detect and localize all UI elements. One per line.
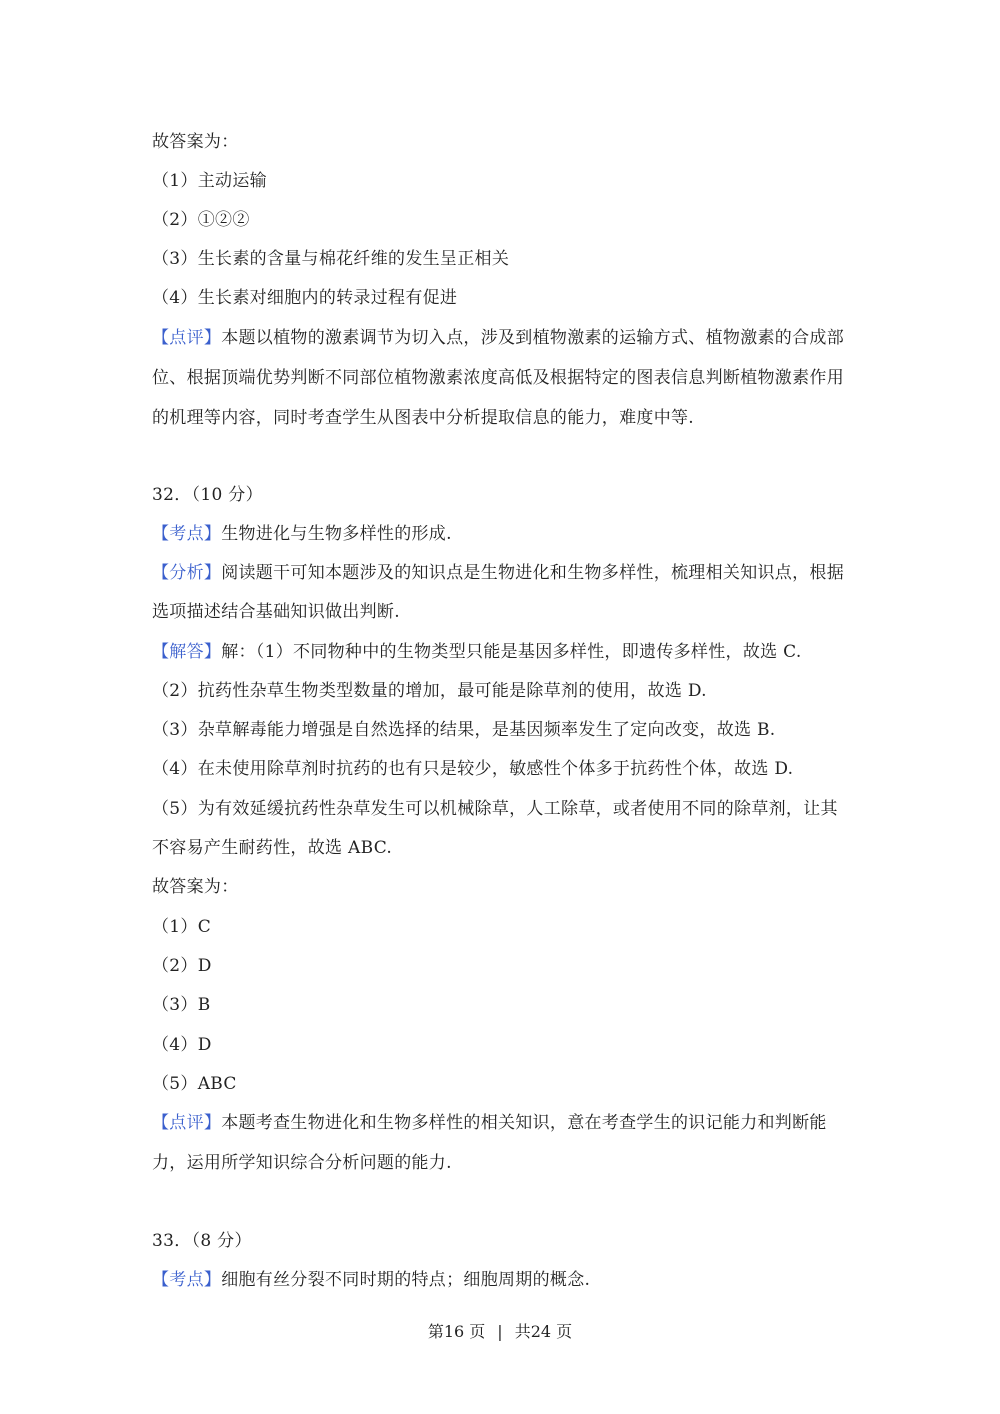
jieda-text: 不容易产生耐药性，故选 ABC. <box>152 838 393 858</box>
answer-line: （3）B <box>152 995 211 1015</box>
fenxi-tag: 【分析】 <box>152 563 222 583</box>
jieda-paragraph <box>152 640 852 664</box>
fenxi-text: 阅读题干可知本题涉及的知识点是生物进化和生物多样性，梳理相关知识点，根据 <box>221 563 845 583</box>
comment-text: 力，运用所学知识综合分析问题的能力. <box>152 1153 452 1173</box>
page-total: 共24 页 <box>514 1322 573 1341</box>
fenxi-paragraph <box>152 561 852 585</box>
jieda-text: 解：（1）不同物种中的生物类型只能是基因多样性，即遗传多样性，故选 C. <box>221 642 802 662</box>
kaodian-text: 生物进化与生物多样性的形成. <box>221 524 452 544</box>
answer-line: （4）D <box>152 1035 212 1055</box>
fenxi-text: 选项描述结合基础知识做出判断. <box>152 602 400 622</box>
answer-line: （2）①②② <box>152 210 250 230</box>
kaodian-paragraph <box>152 522 852 546</box>
footer-separator: | <box>497 1322 503 1341</box>
comment-paragraph <box>152 326 852 350</box>
comment-text: 位、根据顶端优势判断不同部位植物激素浓度高低及根据特定的图表信息判断植物激素作用 <box>152 368 844 388</box>
answer-line: （2）D <box>152 956 212 976</box>
answer-header: 故答案为： <box>152 877 239 897</box>
kaodian-paragraph <box>152 1268 852 1292</box>
jieda-tag: 【解答】 <box>152 642 222 662</box>
question-heading: 32．（10 分） <box>152 485 263 505</box>
comment-text: 的机理等内容，同时考查学生从图表中分析提取信息的能力，难度中等. <box>152 408 695 428</box>
question-heading: 33．（8 分） <box>152 1231 252 1251</box>
comment-tag: 【点评】 <box>152 328 222 348</box>
answer-line: （1）主动运输 <box>152 171 267 191</box>
page-number: 第16 页 <box>427 1322 486 1341</box>
answer-line: （4）生长素对细胞内的转录过程有促进 <box>152 288 458 308</box>
kaodian-text: 细胞有丝分裂不同时期的特点；细胞周期的概念. <box>221 1270 591 1290</box>
kaodian-tag: 【考点】 <box>152 1270 222 1290</box>
page-footer <box>0 1320 1000 1344</box>
jieda-text: （4）在未使用除草剂时抗药的也有只是较少，敏感性个体多于抗药性个体，故选 D. <box>152 759 794 779</box>
jieda-text: （3）杂草解毒能力增强是自然选择的结果，是基因频率发生了定向改变，故选 B. <box>152 720 776 740</box>
comment-paragraph <box>152 1111 852 1135</box>
comment-tag: 【点评】 <box>152 1113 222 1133</box>
answer-header: 故答案为： <box>152 132 239 152</box>
jieda-text: （5）为有效延缓抗药性杂草发生可以机械除草，人工除草，或者使用不同的除草剂，让其 <box>152 799 838 819</box>
answer-line: （5）ABC <box>152 1074 237 1094</box>
answer-line: （1）C <box>152 917 212 937</box>
comment-text: 本题考查生物进化和生物多样性的相关知识，意在考查学生的识记能力和判断能 <box>221 1113 827 1133</box>
jieda-text: （2）抗药性杂草生物类型数量的增加，最可能是除草剂的使用，故选 D. <box>152 681 707 701</box>
comment-text: 本题以植物的激素调节为切入点，涉及到植物激素的运输方式、植物激素的合成部 <box>221 328 845 348</box>
answer-line: （3）生长素的含量与棉花纤维的发生呈正相关 <box>152 249 510 269</box>
kaodian-tag: 【考点】 <box>152 524 222 544</box>
